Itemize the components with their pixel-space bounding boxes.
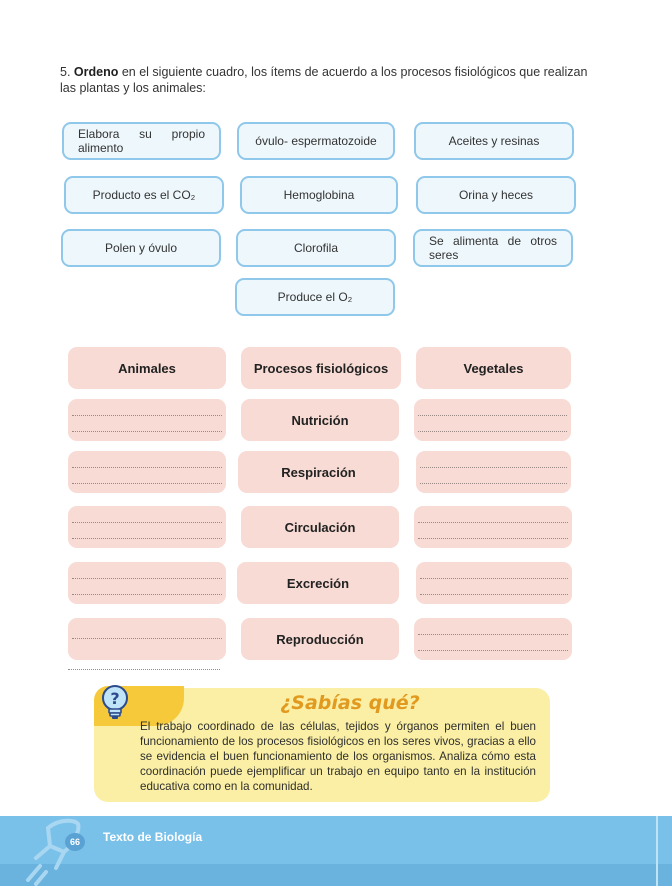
process-cell: Nutrición bbox=[241, 399, 399, 441]
writing-line bbox=[72, 415, 222, 416]
writing-line bbox=[420, 594, 568, 595]
item-label: Producto es el CO₂ bbox=[92, 188, 196, 202]
answer-cell-animales[interactable] bbox=[68, 562, 226, 604]
writing-line bbox=[418, 431, 567, 432]
activity-instruction bbox=[60, 64, 600, 96]
writing-line bbox=[418, 634, 568, 635]
writing-line bbox=[418, 522, 568, 523]
item-card bbox=[237, 122, 395, 160]
item-label: Polen y óvulo bbox=[104, 241, 178, 255]
process-cell: Circulación bbox=[241, 506, 399, 548]
header-procesos: Procesos fisiológicos bbox=[241, 347, 401, 389]
header-vegetales: Vegetales bbox=[416, 347, 571, 389]
writing-line bbox=[72, 538, 222, 539]
process-cell: Reproducción bbox=[241, 618, 399, 660]
writing-line bbox=[72, 638, 222, 639]
writing-line bbox=[72, 467, 222, 468]
writing-line bbox=[72, 578, 222, 579]
svg-text:?: ? bbox=[110, 689, 120, 708]
writing-line bbox=[418, 650, 568, 651]
answer-cell-animales[interactable] bbox=[68, 506, 226, 548]
activity-text: en el siguiente cuadro, los ítems de acuerdo a los procesos fisiológicos que realizan las plantas y los animales: bbox=[60, 65, 588, 95]
activity-verb: Ordeno bbox=[73, 65, 119, 79]
writing-line bbox=[68, 669, 220, 670]
book-title: Texto de Biología bbox=[103, 830, 203, 844]
item-label: óvulo- espermatozoide bbox=[255, 134, 377, 148]
rocket-icon bbox=[20, 818, 110, 886]
item-label: Clorofila bbox=[293, 241, 338, 255]
item-label: Elabora su propio alimento bbox=[78, 127, 205, 155]
activity-number: 5. bbox=[60, 65, 71, 79]
item-label: Aceites y resinas bbox=[448, 134, 540, 148]
answer-cell-vegetales[interactable] bbox=[414, 399, 571, 441]
item-card bbox=[61, 229, 221, 267]
item-card bbox=[240, 176, 398, 214]
item-card bbox=[64, 176, 224, 214]
item-label: Hemoglobina bbox=[283, 188, 355, 202]
page-number: 66 bbox=[65, 833, 85, 851]
answer-cell-vegetales[interactable] bbox=[416, 451, 571, 493]
item-label: Produce el O₂ bbox=[277, 290, 353, 304]
answer-cell-animales[interactable] bbox=[68, 618, 226, 660]
writing-line bbox=[420, 483, 567, 484]
process-cell: Respiración bbox=[238, 451, 399, 493]
writing-line bbox=[72, 431, 222, 432]
item-label: Se alimenta de otros seres bbox=[429, 234, 557, 262]
footer-divider bbox=[656, 816, 658, 886]
lightbulb-question-icon bbox=[98, 683, 132, 723]
item-card bbox=[235, 278, 395, 316]
did-you-know-text: El trabajo coordinado de las células, tejidos y órganos permiten el buen funcionamiento de los procesos fisiológicos en los seres vivos, gracias a ello se evidencia el buen funcionamiento de los organismos. Analiza cómo esta coordinación puede ejemplificar un trabajo en equipo tanto en la institución educativa como en la comunidad. bbox=[140, 720, 536, 793]
item-card bbox=[414, 122, 574, 160]
answer-cell-vegetales[interactable] bbox=[416, 562, 572, 604]
answer-cell-vegetales[interactable] bbox=[414, 618, 572, 660]
answer-cell-animales[interactable] bbox=[68, 399, 226, 441]
process-cell: Excreción bbox=[237, 562, 399, 604]
answer-cell-animales[interactable] bbox=[68, 451, 226, 493]
writing-line bbox=[418, 415, 567, 416]
did-you-know-title: ¿Sabías qué? bbox=[280, 692, 420, 714]
item-label: Orina y heces bbox=[458, 188, 534, 202]
item-card bbox=[62, 122, 221, 160]
writing-line bbox=[420, 578, 568, 579]
item-card bbox=[416, 176, 576, 214]
header-animales: Animales bbox=[68, 347, 226, 389]
writing-line bbox=[72, 483, 222, 484]
writing-line bbox=[420, 467, 567, 468]
item-card bbox=[236, 229, 396, 267]
item-card bbox=[413, 229, 573, 267]
answer-cell-vegetales[interactable] bbox=[414, 506, 572, 548]
writing-line bbox=[72, 594, 222, 595]
writing-line bbox=[418, 538, 568, 539]
writing-line bbox=[72, 522, 222, 523]
